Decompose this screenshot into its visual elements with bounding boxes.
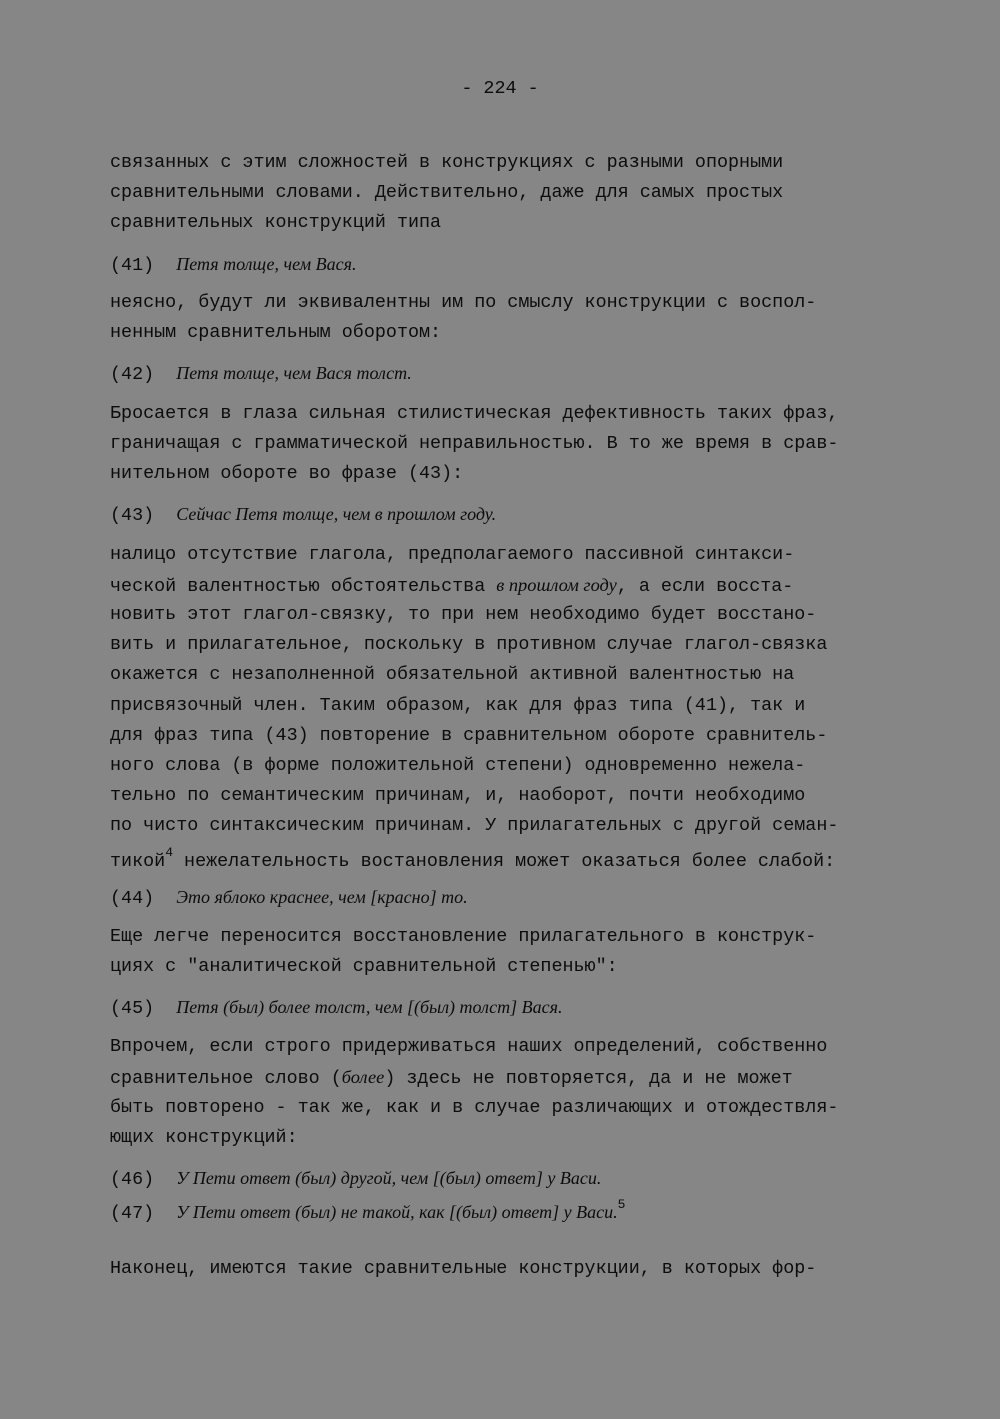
- example-41: [110, 253, 356, 277]
- text-line: циях с "аналитической сравнительной степенью":: [110, 956, 618, 977]
- text-span: тикой: [110, 851, 166, 873]
- text-line: вить и прилагательное, поскольку в противном случае глагол-связка: [110, 634, 828, 655]
- text-line: Еще легче переносится восстановление прилагательного в конструк-: [110, 926, 817, 947]
- text-line: по чисто синтаксическим причинам. У прилагательных с другой семан-: [110, 815, 839, 836]
- italic-phrase: более: [341, 1067, 385, 1087]
- example-text: Петя толще, чем Вася толст.: [176, 363, 412, 383]
- example-text: Петя (был) более толст, чем [(был) толст] Вася.: [176, 997, 563, 1017]
- example-45: [110, 996, 563, 1020]
- text-line: Бросается в глаза сильная стилистическая дефективность таких фраз,: [110, 403, 839, 424]
- italic-phrase: в прошлом году: [496, 575, 617, 595]
- text-line: налицо отсутствие глагола, предполагаемого пассивной синтакси-: [110, 544, 795, 565]
- example-42: [110, 362, 412, 386]
- text-line: граничащая с грамматической неправильностью. В то же время в срав-: [110, 433, 839, 454]
- text-line: [110, 845, 835, 873]
- example-text: У Пети ответ (был) не такой, как [(был) ответ] у Васи.: [176, 1202, 618, 1223]
- text-line: для фраз типа (43) повторение в сравнительном обороте сравнитель-: [110, 725, 828, 746]
- text-line: ненным сравнительным оборотом:: [110, 322, 442, 343]
- text-line: присвязочный член. Таким образом, как для фраз типа (41), так и: [110, 695, 806, 716]
- example-text: У Пети ответ (был) другой, чем [(был) ответ] у Васи.: [176, 1168, 602, 1188]
- example-text: Петя толще, чем Вася.: [176, 254, 357, 274]
- text-span: сравнительное слово (: [110, 1068, 342, 1089]
- text-line: [110, 574, 793, 598]
- example-number: (42): [110, 364, 155, 385]
- text-span: , а если восста-: [616, 576, 794, 597]
- text-line: Наконец, имеются такие сравнительные конструкции, в которых фор-: [110, 1258, 817, 1279]
- example-47: [110, 1197, 625, 1225]
- text-line: нительном обороте во фразе (43):: [110, 463, 464, 484]
- text-span: ) здесь не повторяется, да и не может: [384, 1068, 793, 1089]
- text-line: ющих конструкций:: [110, 1127, 298, 1148]
- example-44: [110, 886, 468, 910]
- example-text: Это яблоко краснее, чем [красно] то.: [176, 887, 468, 907]
- footnote-marker: 4: [165, 845, 173, 860]
- example-number: (46): [110, 1169, 155, 1190]
- example-number: (45): [110, 998, 155, 1019]
- text-line: сравнительными словами. Действительно, даже для самых простых: [110, 182, 784, 203]
- text-line: новить этот глагол-связку, то при нем необходимо будет восстано-: [110, 604, 817, 625]
- text-line: [110, 1066, 793, 1090]
- example-number: (47): [110, 1203, 155, 1225]
- text-line: неясно, будут ли эквивалентны им по смыслу конструкции с воспол-: [110, 292, 817, 313]
- page-number: - 224 -: [461, 78, 539, 99]
- text-line: связанных с этим сложностей в конструкциях с разными опорными: [110, 152, 784, 173]
- text-line: Впрочем, если строго придерживаться наших определений, собственно: [110, 1036, 828, 1057]
- example-46: [110, 1167, 601, 1191]
- footnote-marker: 5: [617, 1197, 626, 1212]
- text-line: сравнительных конструкций типа: [110, 212, 442, 233]
- text-line: ного слова (в форме положительной степени) одновременно нежела-: [110, 755, 806, 776]
- text-line: тельно по семантическим причинам, и, наоборот, почти необходимо: [110, 785, 806, 806]
- text-span: ческой валентностью обстоятельства: [110, 576, 497, 597]
- example-number: (43): [110, 505, 155, 526]
- example-43: [110, 503, 496, 527]
- text-span: нежелательность востановления может оказаться более слабой:: [173, 851, 836, 873]
- text-line: окажется с незаполненной обязательной активной валентностью на: [110, 664, 795, 685]
- text-line: быть повторено - так же, как и в случае различающих и отождествля-: [110, 1097, 839, 1118]
- example-number: (44): [110, 888, 155, 909]
- example-text: Сейчас Петя толще, чем в прошлом году.: [176, 504, 497, 524]
- example-number: (41): [110, 255, 155, 276]
